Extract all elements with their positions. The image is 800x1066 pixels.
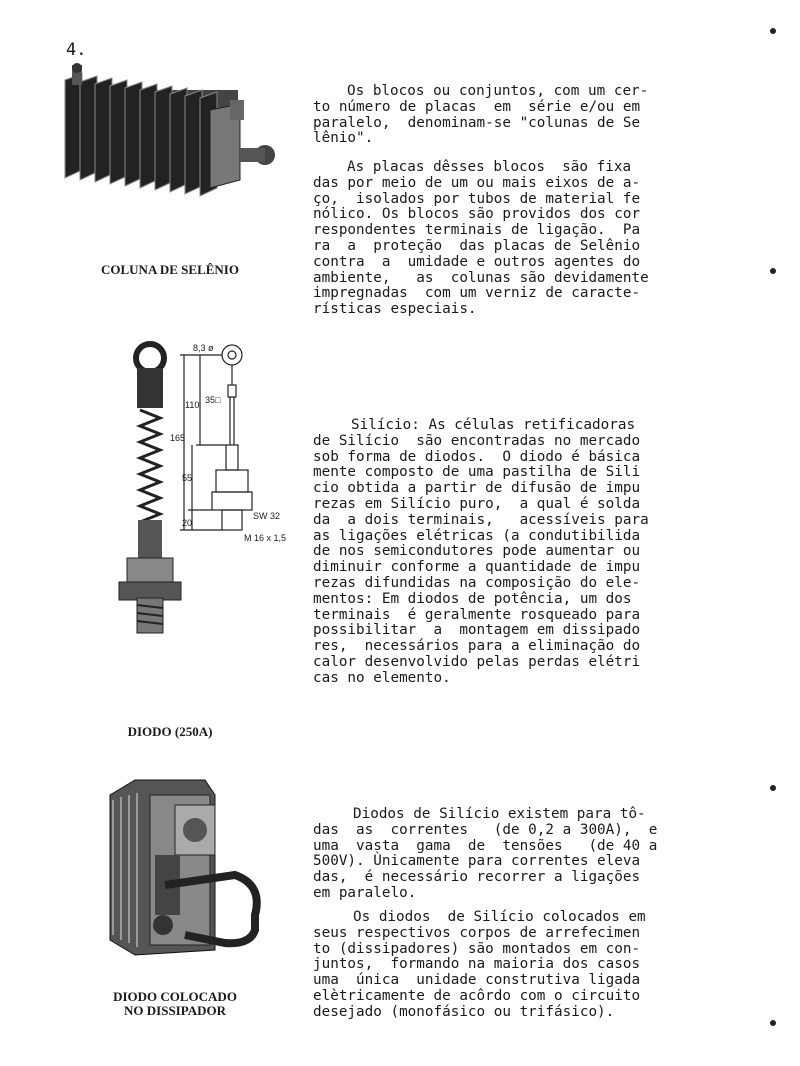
text-line: de Silício são encontradas no mercado xyxy=(313,432,641,449)
text-line: de nos semicondutores pode aumentar ou xyxy=(313,543,641,560)
heatsink-caption-line2: NO DISSIPADOR xyxy=(124,1003,226,1018)
text-line: das as correntes (de 0,2 a 300A), e xyxy=(313,821,658,838)
paragraph-silicon-currents xyxy=(313,807,688,902)
text-line: mentos: Em diodos de potência, um dos xyxy=(313,590,632,607)
text-line: respondentes terminais de ligação. Pa xyxy=(313,222,641,239)
text-line: Silício: As células retificadoras xyxy=(351,417,636,433)
text-line: Os diodos de Silício colocados em xyxy=(353,909,646,925)
text-line: rezas difundidas na composição do ele- xyxy=(313,574,641,591)
text-line: uma única unidade construtiva ligada xyxy=(313,972,641,989)
text-line: lênio". xyxy=(313,130,374,147)
paragraph-selenium-intro xyxy=(313,84,688,147)
text-line: Os blocos ou conjuntos, com um cer- xyxy=(347,83,649,99)
text-line: seus respectivos corpos de arrefecimen xyxy=(313,924,641,941)
selenium-column-image xyxy=(50,60,285,200)
text-line: res, necessários para a eliminação do xyxy=(313,638,641,655)
text-line: ço, isolados por tubos de material fe xyxy=(313,190,641,207)
diode-heatsink-photo xyxy=(105,775,265,960)
dim-35: 35□ xyxy=(205,395,221,405)
text-line: das por meio de um ou mais eixos de a- xyxy=(313,174,641,191)
paragraph-selenium-plates xyxy=(313,160,688,318)
scan-mark xyxy=(770,268,776,274)
scan-mark xyxy=(770,1020,776,1026)
text-line: rezas em Silício puro, a qual é solda xyxy=(313,495,641,512)
text-line: diminuir conforme a quantidade de impu xyxy=(313,559,641,576)
selenium-caption: COLUNA DE SELÊNIO xyxy=(101,262,239,277)
text-line: ra a proteção das placas de Selênio xyxy=(313,237,641,254)
text-line: rísticas especiais. xyxy=(313,301,477,318)
text-line: elètricamente de acôrdo com o circuito xyxy=(313,987,641,1004)
text-line: juntos, formando na maioria dos casos xyxy=(313,956,641,973)
dim-110: 110 xyxy=(185,400,200,410)
text-line: possibilitar a montagem em dissipado xyxy=(313,622,641,639)
text-line: terminais é geralmente rosqueado para xyxy=(313,606,641,623)
paragraph-silicon xyxy=(313,418,688,687)
text-line: calor desenvolvido pelas perdas elétri xyxy=(313,653,641,670)
text-line: desejado (monofásico ou trifásico). xyxy=(313,1003,615,1020)
diode-caption: DIODO (250A) xyxy=(127,724,213,739)
heatsink-caption-line1: DIODO COLOCADO xyxy=(113,989,237,1004)
dim-hole: 8,3 ø xyxy=(193,343,214,353)
text-line: da a dois terminais, acessíveis para xyxy=(313,511,649,528)
text-line: 500V). Ùnicamente para correntes eleva xyxy=(313,853,641,870)
text-line: contra a umidade e outros agentes do xyxy=(313,253,641,270)
dim-20: 20 xyxy=(182,518,193,528)
dim-thread: M 16 x 1,5 xyxy=(244,533,287,543)
page-number: 4. xyxy=(66,40,87,60)
text-line: nólico. Os blocos são providos dos cor xyxy=(313,206,641,223)
text-line: to número de placas em série e/ou em xyxy=(313,98,641,115)
text-line: to (dissipadores) são montados em con- xyxy=(313,940,641,957)
paragraph-silicon-assemblies xyxy=(313,910,688,1021)
dim-sw: SW 32 xyxy=(253,511,281,521)
text-line: As placas dêsses blocos são fixa xyxy=(347,159,632,175)
text-line: impregnadas com um verniz de caracte- xyxy=(313,285,641,302)
text-line: ambiente, as colunas são devidamente xyxy=(313,269,649,286)
text-line: em paralelo. xyxy=(313,884,417,901)
text-line: cio obtida a partir de difusão de impu xyxy=(313,480,641,497)
text-line: das, é necessário recorrer a ligações xyxy=(313,869,641,886)
text-line: uma vasta gama de tensões (de 40 a xyxy=(313,837,658,854)
dim-165: 165 xyxy=(170,433,186,443)
dim-55: 55 xyxy=(182,473,193,483)
text-line: sob forma de diodos. O diodo é básica xyxy=(313,448,641,465)
text-line: cas no elemento. xyxy=(313,669,451,686)
scan-mark xyxy=(770,28,776,34)
scan-mark xyxy=(770,785,776,791)
text-line: paralelo, denominam-se "colunas de Se xyxy=(313,114,641,131)
text-line: as ligações elétricas (a condutibilida xyxy=(313,527,641,544)
text-line: mente composto de uma pastilha de Sili xyxy=(313,464,641,481)
text-line: Diodos de Silício existem para tô- xyxy=(353,806,646,822)
